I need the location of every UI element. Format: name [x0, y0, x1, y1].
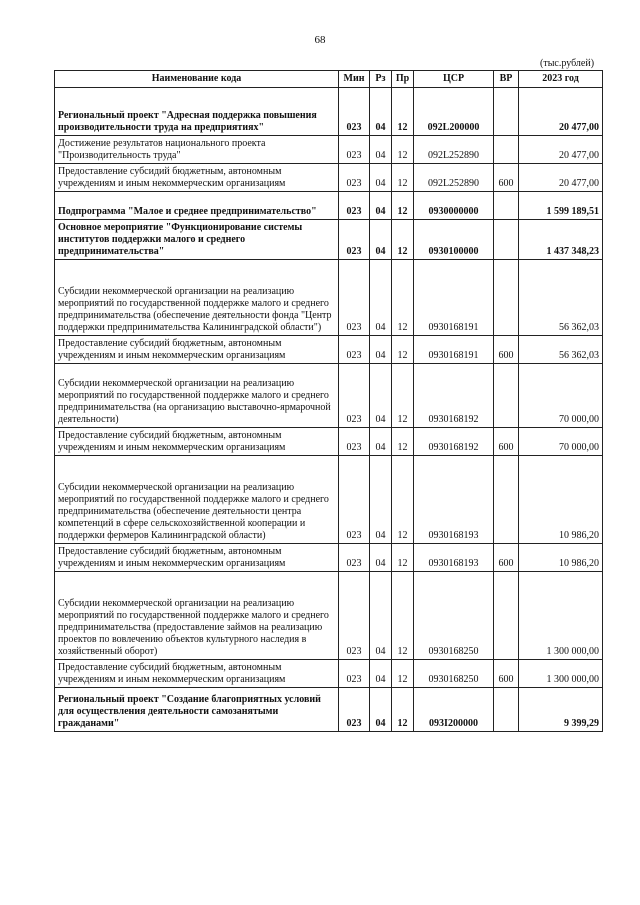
row-rz: 04	[370, 364, 392, 428]
table-row	[55, 660, 603, 688]
row-rz: 04	[370, 428, 392, 456]
units-label: (тыс.рублей)	[540, 58, 595, 69]
row-min: 023	[339, 336, 370, 364]
page-number: 68	[314, 34, 326, 46]
row-csr: 0930168192	[414, 428, 494, 456]
row-csr: 092L252890	[414, 164, 494, 192]
row-amount: 20 477,00	[519, 136, 603, 164]
row-vr	[494, 220, 519, 260]
row-csr: 092L252890	[414, 136, 494, 164]
row-name: Предоставление субсидий бюджетным, автономным учреждениям и иным некоммерческим организациям	[55, 164, 339, 192]
row-csr: 0930168192	[414, 364, 494, 428]
table-row	[55, 572, 603, 660]
row-min: 023	[339, 260, 370, 336]
row-rz: 04	[370, 336, 392, 364]
row-name: Подпрограмма "Малое и среднее предпринимательство"	[55, 192, 339, 220]
row-amount: 9 399,29	[519, 688, 603, 732]
row-csr: 092L200000	[414, 88, 494, 136]
row-rz: 04	[370, 164, 392, 192]
row-pr: 12	[392, 572, 414, 660]
row-vr: 600	[494, 164, 519, 192]
row-pr: 12	[392, 88, 414, 136]
table-body	[55, 88, 603, 732]
row-pr: 12	[392, 544, 414, 572]
row-amount: 70 000,00	[519, 364, 603, 428]
row-rz: 04	[370, 136, 392, 164]
table-row	[55, 364, 603, 428]
row-vr: 600	[494, 336, 519, 364]
row-name: Предоставление субсидий бюджетным, автономным учреждениям и иным некоммерческим организациям	[55, 428, 339, 456]
row-name: Достижение результатов национального проекта "Производительность труда"	[55, 136, 339, 164]
row-rz: 04	[370, 660, 392, 688]
row-amount: 56 362,03	[519, 336, 603, 364]
table-row	[55, 336, 603, 364]
row-vr	[494, 572, 519, 660]
row-vr	[494, 456, 519, 544]
header-pr: Пр	[392, 71, 414, 88]
row-pr: 12	[392, 220, 414, 260]
row-min: 023	[339, 192, 370, 220]
row-name: Основное мероприятие "Функционирование системы институтов поддержки малого и среднего предпринимательства"	[55, 220, 339, 260]
header-rz: Рз	[370, 71, 392, 88]
row-rz: 04	[370, 572, 392, 660]
row-rz: 04	[370, 456, 392, 544]
row-amount: 10 986,20	[519, 544, 603, 572]
row-pr: 12	[392, 192, 414, 220]
row-csr: 0930168250	[414, 572, 494, 660]
row-csr: 0930100000	[414, 220, 494, 260]
row-rz: 04	[370, 192, 392, 220]
row-amount: 20 477,00	[519, 164, 603, 192]
header-min: Мин	[339, 71, 370, 88]
row-name: Региональный проект "Создание благоприятных условий для осуществления деятельности самозанятыми гражданами"	[55, 688, 339, 732]
row-rz: 04	[370, 544, 392, 572]
row-pr: 12	[392, 428, 414, 456]
table-row	[55, 164, 603, 192]
row-csr: 0930168193	[414, 456, 494, 544]
row-pr: 12	[392, 136, 414, 164]
row-pr: 12	[392, 336, 414, 364]
table-row	[55, 544, 603, 572]
row-min: 023	[339, 364, 370, 428]
header-vr: ВР	[494, 71, 519, 88]
row-csr: 0930168193	[414, 544, 494, 572]
table-header-row	[55, 71, 603, 88]
table-row	[55, 456, 603, 544]
row-amount: 1 437 348,23	[519, 220, 603, 260]
header-csr: ЦСР	[414, 71, 494, 88]
row-pr: 12	[392, 364, 414, 428]
row-pr: 12	[392, 260, 414, 336]
table-row	[55, 88, 603, 136]
row-pr: 12	[392, 456, 414, 544]
row-name: Субсидии некоммерческой организации на реализацию мероприятий по государственной поддержке малого и среднего предпринимательства (на организацию выставочно-ярмарочной деятельности)	[55, 364, 339, 428]
row-vr	[494, 260, 519, 336]
row-vr	[494, 88, 519, 136]
table-row	[55, 428, 603, 456]
row-amount: 56 362,03	[519, 260, 603, 336]
row-vr	[494, 364, 519, 428]
row-pr: 12	[392, 688, 414, 732]
row-csr: 0930168250	[414, 660, 494, 688]
row-vr: 600	[494, 544, 519, 572]
table-row	[55, 220, 603, 260]
row-name: Предоставление субсидий бюджетным, автономным учреждениям и иным некоммерческим организациям	[55, 660, 339, 688]
row-min: 023	[339, 220, 370, 260]
row-amount: 20 477,00	[519, 88, 603, 136]
table-row	[55, 688, 603, 732]
row-amount: 1 300 000,00	[519, 660, 603, 688]
row-min: 023	[339, 88, 370, 136]
row-name: Предоставление субсидий бюджетным, автономным учреждениям и иным некоммерческим организациям	[55, 544, 339, 572]
row-min: 023	[339, 136, 370, 164]
row-min: 023	[339, 428, 370, 456]
row-name: Субсидии некоммерческой организации на реализацию мероприятий по государственной поддержке малого и среднего предпринимательства (обеспечение деятельности центра компетенций в сфере сельскохозяйственной кооперации и поддержки фермеров Калининградской области)	[55, 456, 339, 544]
table-row	[55, 136, 603, 164]
table-row	[55, 260, 603, 336]
row-name: Региональный проект "Адресная поддержка повышения производительности труда на предприятиях"	[55, 88, 339, 136]
row-amount: 1 599 189,51	[519, 192, 603, 220]
row-vr	[494, 688, 519, 732]
row-min: 023	[339, 164, 370, 192]
row-vr: 600	[494, 660, 519, 688]
row-min: 023	[339, 544, 370, 572]
row-pr: 12	[392, 660, 414, 688]
header-year: 2023 год	[519, 71, 603, 88]
row-pr: 12	[392, 164, 414, 192]
row-min: 023	[339, 572, 370, 660]
row-amount: 70 000,00	[519, 428, 603, 456]
row-rz: 04	[370, 220, 392, 260]
row-rz: 04	[370, 688, 392, 732]
row-min: 023	[339, 456, 370, 544]
row-name: Субсидии некоммерческой организации на реализацию мероприятий по государственной поддержке малого и среднего предпринимательства (предоставление займов на реализацию проектов по вовлечению объектов культурного наследия в хозяйственный оборот)	[55, 572, 339, 660]
row-vr: 600	[494, 428, 519, 456]
row-rz: 04	[370, 88, 392, 136]
row-amount: 1 300 000,00	[519, 572, 603, 660]
row-csr: 0930168191	[414, 336, 494, 364]
row-csr: 093I200000	[414, 688, 494, 732]
table-row	[55, 192, 603, 220]
row-csr: 0930000000	[414, 192, 494, 220]
row-vr	[494, 136, 519, 164]
budget-table	[54, 70, 603, 732]
row-min: 023	[339, 688, 370, 732]
row-name: Субсидии некоммерческой организации на реализацию мероприятий по государственной поддержке малого и среднего предпринимательства (обеспечение деятельности фонда "Центр поддержки предпринимательства Калининградской области")	[55, 260, 339, 336]
row-min: 023	[339, 660, 370, 688]
row-rz: 04	[370, 260, 392, 336]
header-name: Наименование кода	[55, 71, 339, 88]
row-amount: 10 986,20	[519, 456, 603, 544]
row-csr: 0930168191	[414, 260, 494, 336]
row-vr	[494, 192, 519, 220]
row-name: Предоставление субсидий бюджетным, автономным учреждениям и иным некоммерческим организациям	[55, 336, 339, 364]
